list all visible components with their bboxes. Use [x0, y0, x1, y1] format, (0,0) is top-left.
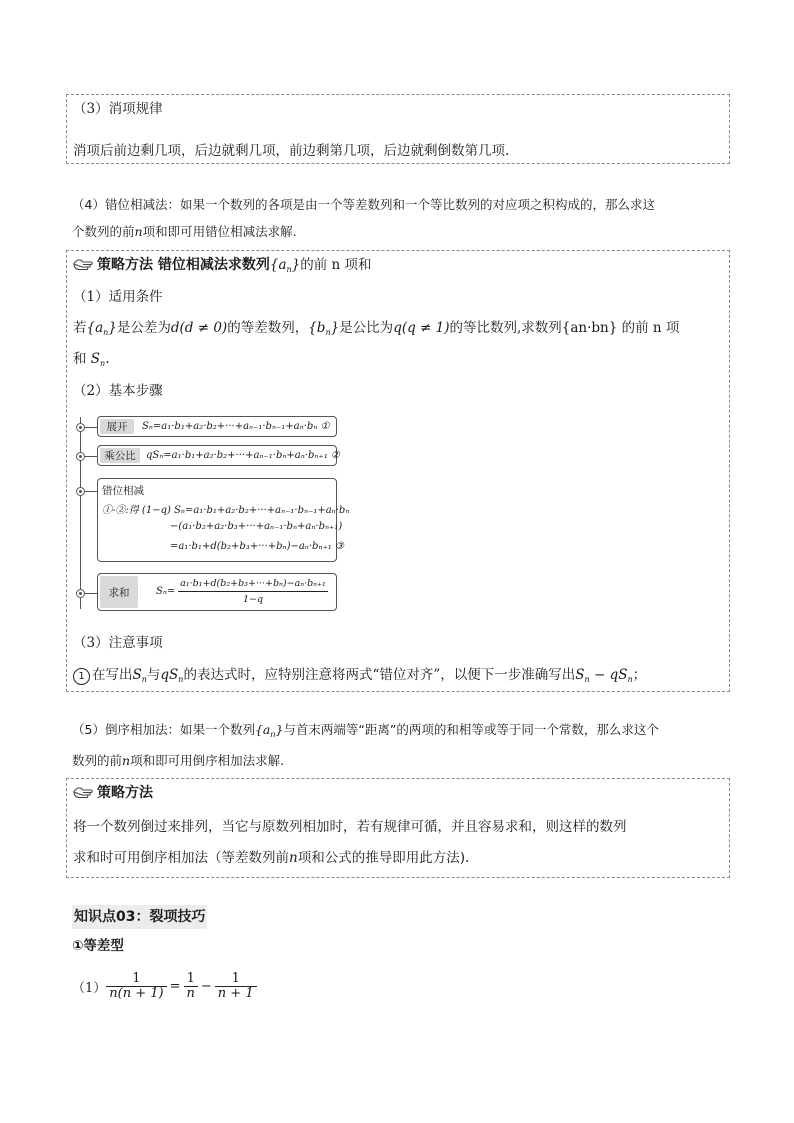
sum-denominator: 1−q	[242, 594, 264, 605]
text: 项和即可用倒序相加法求解.	[130, 753, 285, 768]
sub: n	[627, 675, 633, 684]
box-title: （3）消项规律	[73, 101, 163, 117]
text: 个数列的前	[72, 224, 135, 239]
text: 的等差数列，	[227, 320, 309, 336]
title-text: 策略方法	[97, 785, 153, 801]
sub: n	[584, 675, 590, 684]
fraction	[106, 972, 166, 1001]
math: }	[291, 257, 301, 273]
denominator: n	[186, 985, 195, 1001]
strategy-box-reverse	[66, 778, 730, 878]
text: 的表达式时，应特别注意将两式“错位对齐”，以便下一步准确写出	[183, 667, 576, 683]
denominator: n + 1	[217, 985, 254, 1001]
sub: n	[103, 328, 109, 337]
math: − qS	[589, 667, 628, 683]
math: {a	[269, 257, 287, 273]
title-text: 策略方法 错位相减法求数列	[97, 257, 270, 273]
notes-line	[73, 665, 646, 690]
text: （5）倒序相加法：如果一个数列	[72, 722, 255, 737]
math: d(d ≠ 0)	[170, 320, 228, 336]
math: qS	[160, 667, 179, 683]
numerator: 1	[184, 972, 198, 987]
circled-number: 1	[73, 668, 90, 685]
step-formula-line1: ①-②:得 (1−q) Sₙ=a₁·b₁+a₂·b₂+···+aₙ₋₁·bₙ₋₁+aₙ·bₙ	[102, 505, 350, 516]
step-formula-line3: =a₁·b₁+d(b₂+b₃+···+bₙ)−aₙ·bₙ₊₁ ③	[170, 541, 344, 552]
math: {a	[86, 320, 104, 336]
knowledge-heading: 知识点03：裂项技巧	[72, 905, 207, 929]
step-formula: Sₙ=a₁·b₁+a₂·b₂+···+aₙ₋₁·bₙ₋₁+aₙ·bₙ ①	[142, 421, 330, 432]
strategy-line1: 将一个数列倒过来排列，当它与原数列相加时，若有规律可循，并且容易求和，则这样的数列	[73, 819, 627, 835]
math: q(q ≠ 1)	[393, 320, 450, 336]
math: S	[90, 351, 101, 367]
strategy-title	[73, 255, 372, 280]
rail-connector	[84, 456, 97, 457]
step-formula-line2: −(a₁·b₂+a₂·b₃+···+aₙ₋₁·bₙ+aₙ·bₙ₊₁)	[170, 521, 343, 532]
text: .	[105, 351, 110, 367]
sub: n	[141, 675, 147, 684]
step-label: 乘公比	[100, 448, 140, 463]
text: 和	[73, 351, 87, 367]
step-multiply	[97, 445, 340, 466]
denominator: n(n + 1)	[109, 985, 164, 1001]
strategy-title	[73, 783, 153, 803]
rail-connector	[84, 593, 97, 594]
math-n: n	[134, 224, 143, 239]
sum-fraction	[178, 578, 328, 605]
step-label-text: 错位相减	[102, 485, 144, 497]
text: 数列的前	[72, 753, 123, 768]
box-body: 消项后前边剩几项，后边就剩几项，前边剩第几项，后边就剩倒数第几项.	[73, 143, 510, 159]
knowledge-type-label: ①等差型	[72, 938, 124, 954]
step-subtract	[97, 478, 350, 562]
sub: n	[178, 675, 184, 684]
math: }	[275, 722, 284, 737]
math: {a	[254, 722, 271, 737]
step-sum	[97, 573, 337, 611]
conditions-line2	[73, 349, 110, 374]
step-label: 求和	[100, 576, 138, 608]
title-text: 的前 n 项和	[300, 257, 372, 273]
text: 与	[146, 667, 161, 683]
section4-line1: （4）错位相减法：如果一个数列的各项是由一个等差数列和一个等比数列的对应项之积构成的，那么求这	[72, 197, 655, 212]
math: S	[575, 667, 585, 683]
section5-line1	[72, 720, 659, 745]
subheading-notes: （3）注意事项	[73, 635, 163, 651]
fraction	[184, 972, 198, 1001]
step-formula: qSₙ=a₁·b₁+a₂·b₂+···+aₙ₋₁·bₙ+aₙ·bₙ₊₁ ②	[146, 450, 340, 461]
math: {b	[308, 320, 326, 336]
text: 求和时可用倒序相加法（等差数列前	[73, 850, 289, 866]
rail-connector	[84, 491, 97, 492]
equals-sign: =	[169, 978, 181, 994]
sum-lhs: Sₙ=	[156, 586, 176, 597]
step-expand	[97, 416, 337, 437]
text: 在写出	[92, 667, 133, 683]
steps-rail	[80, 417, 81, 609]
math-n: n	[289, 850, 298, 866]
text: 是公差为	[116, 320, 171, 336]
text: 若	[73, 320, 87, 336]
text: 项和公式的推导即用此方法).	[297, 850, 470, 866]
pointing-hand-icon	[73, 257, 93, 271]
text: 是公比为	[339, 320, 394, 336]
numerator: 1	[106, 972, 166, 987]
text: 与首末两端等“距离”的两项的和相等或等于同一个常数，那么求这个	[283, 722, 659, 737]
section5-line2	[72, 751, 284, 771]
minus-sign: −	[200, 978, 212, 994]
subheading-steps: （2）基本步骤	[73, 383, 163, 399]
sub: n	[270, 730, 276, 739]
formula-row	[72, 966, 257, 1006]
rule-box-cancellation	[66, 94, 730, 164]
subheading-conditions: （1）适用条件	[73, 289, 163, 305]
math: }	[330, 320, 340, 336]
pointing-hand-icon	[73, 785, 93, 799]
sub: n	[100, 359, 106, 368]
steps-diagram	[75, 411, 350, 619]
math: }	[108, 320, 117, 336]
conditions-line1	[73, 318, 679, 343]
step-label: 展开	[100, 419, 134, 434]
strategy-line2	[73, 848, 469, 868]
sub: n	[286, 265, 292, 274]
text: ；	[632, 667, 647, 683]
text: 的等比数列,求数列{an·bn} 的前 n 项	[449, 320, 680, 336]
formula-prefix: （1）	[72, 980, 107, 996]
math-n: n	[122, 753, 131, 768]
sum-numerator: a₁·b₁+d(b₂+b₃+···+bₙ)−aₙ·bₙ₊₁	[178, 578, 328, 592]
strategy-box-subtraction	[66, 250, 730, 692]
rail-connector	[84, 427, 97, 428]
math: S	[132, 667, 142, 683]
section4-line2	[72, 222, 297, 242]
fraction	[215, 972, 257, 1001]
sub: n	[325, 328, 331, 337]
text: 项和即可用错位相减法求解.	[142, 224, 297, 239]
numerator: 1	[215, 972, 257, 987]
